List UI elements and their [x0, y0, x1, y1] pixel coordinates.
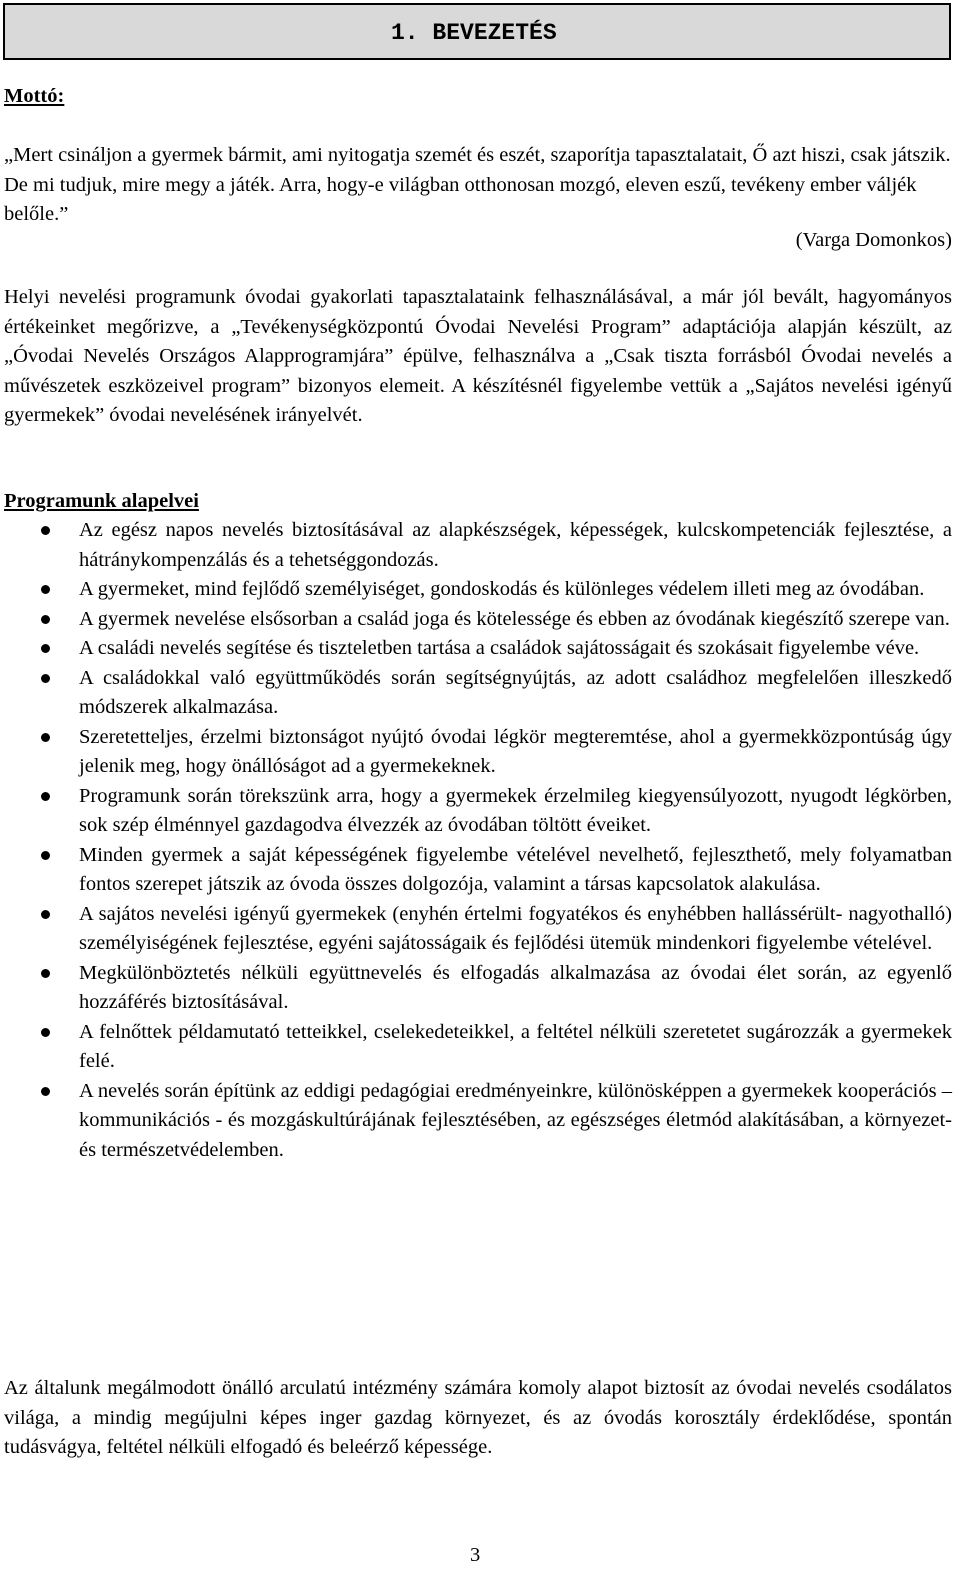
principles-title: Programunk alapelvei	[4, 490, 199, 512]
list-item	[0, 664, 952, 723]
bullet-icon	[41, 733, 50, 742]
list-item	[0, 605, 952, 635]
bullet-icon	[41, 644, 50, 653]
list-item	[0, 782, 952, 841]
bullet-icon	[41, 1087, 50, 1096]
list-item	[0, 723, 952, 782]
list-item-text: A családi nevelés segítése és tiszteletben tartása a családok sajátosságait és szokásait figyelembe véve.	[79, 637, 920, 659]
list-item	[0, 575, 952, 605]
bullet-icon	[41, 585, 50, 594]
list-item-text: A sajátos nevelési igényű gyermekek (enyhén értelmi fogyatékos és enyhébben hallássérült- nagyothalló) személyiségének fejlesztése, egyéni sajátosságaik és fejlődési ütemük mindenkori figyelembe vételével.	[79, 902, 952, 954]
list-item	[0, 900, 952, 959]
list-item-text: A nevelés során építünk az eddigi pedagógiai eredményeinkre, különösképpen a gyermekek kooperációs – kommunikációs - és mozgáskultúrájának fejlesztésében, az egészséges életmód alakításában, a környezet- és természetvédelemben.	[79, 1079, 952, 1161]
list-item	[0, 634, 952, 664]
bullet-icon	[41, 526, 50, 535]
chapter-heading: 1. BEVEZETÉS	[391, 20, 557, 46]
page-number: 3	[470, 1544, 481, 1566]
bullet-icon	[41, 615, 50, 624]
principles-list	[0, 516, 960, 1165]
list-item	[0, 959, 952, 1018]
motto-author: (Varga Domonkos)	[795, 229, 952, 251]
list-item-text: A gyermeket, mind fejlődő személyiséget, gondoskodás és különleges védelem illeti meg az óvodában.	[79, 578, 925, 600]
motto-label: Mottó:	[4, 85, 65, 107]
list-item-text: Minden gyermek a saját képességének figyelembe vételével nevelhető, fejleszthető, mely folyamatban fontos szerepet játszik az óvoda összes dolgozója, valamint a társas kapcsolatok alakulása.	[79, 843, 952, 895]
list-item-text: A gyermek nevelése elsősorban a család joga és kötelessége és ebben az óvodának kiegészítő szerepe van.	[79, 607, 950, 630]
closing-paragraph: Az általunk megálmodott önálló arculatú intézmény számára komoly alapot biztosít az óvodai nevelés csodálatos világa, a mindig megújulni képes inger gazdag környezet, és az óvodás korosztály érdeklődése, spontán tudásvágya, feltétel nélküli elfogadó és beleérző képessége.	[4, 1377, 952, 1458]
bullet-icon	[41, 910, 50, 919]
bullet-icon	[41, 969, 50, 978]
list-item	[0, 841, 952, 900]
motto-quote: „Mert csináljon a gyermek bármit, ami nyitogatja szemét és eszét, szaporítja tapasztalatait, Ő azt hiszi, csak játszik. De mi tudjuk, mire megy a játék. Arra, hogy-e világban otthonosan mozgó, eleven eszű, tevékeny ember váljék belőle.”	[4, 144, 951, 225]
list-item-text: A családokkal való együttműködés során segítségnyújtás, az adott családhoz megfelelően illeszkedő módszerek alkalmazása.	[79, 666, 952, 718]
intro-paragraph: Helyi nevelési programunk óvodai gyakorlati tapasztalataink felhasználásával, a már jól bevált, hagyományos értékeinket megőrizve, a „Tevékenységközpontú Óvodai Nevelési Program” adaptációja alapján készült, az „Óvodai Nevelés Országos Alapprogramjára” épülve, felhasználva a „Csak tiszta forrásból Óvodai nevelés a művészetek eszközeivel program” bizonyos elemeit. A készítésnél figyelembe vettük a „Sajátos nevelési igényű gyermekek” óvodai nevelésének irányelvét.	[4, 286, 952, 426]
list-item-text: Szeretetteljes, érzelmi biztonságot nyújtó óvodai légkör megteremtése, ahol a gyermekközpontúság úgy jelenik meg, hogy önállóságot ad a gyermekeknek.	[79, 725, 952, 777]
list-item-text: Az egész napos nevelés biztosításával az alapkészségek, képességek, kulcskompetenciák fejlesztése, a hátránykompenzálás és a tehetséggondozás.	[79, 519, 952, 571]
list-item	[0, 1018, 952, 1077]
list-item-text: Megkülönböztetés nélküli együttnevelés és elfogadás alkalmazása az óvodai élet során, az egyenlő hozzáférés biztosításával.	[79, 961, 952, 1013]
bullet-icon	[41, 792, 50, 801]
list-item	[0, 1077, 952, 1166]
list-item	[0, 516, 952, 575]
bullet-icon	[41, 851, 50, 860]
chapter-heading-box	[3, 3, 951, 60]
bullet-icon	[41, 1028, 50, 1037]
bullet-icon	[41, 674, 50, 683]
list-item-text: A felnőttek példamutató tetteikkel, cselekedeteikkel, a feltétel nélküli szeretetet sugározzák a gyermekek felé.	[79, 1020, 952, 1072]
list-item-text: Programunk során törekszünk arra, hogy a gyermekek érzelmileg kiegyensúlyozott, nyugodt légkörben, sok szép élménnyel gazdagodva élvezzék az óvodában töltött éveiket.	[79, 784, 952, 836]
